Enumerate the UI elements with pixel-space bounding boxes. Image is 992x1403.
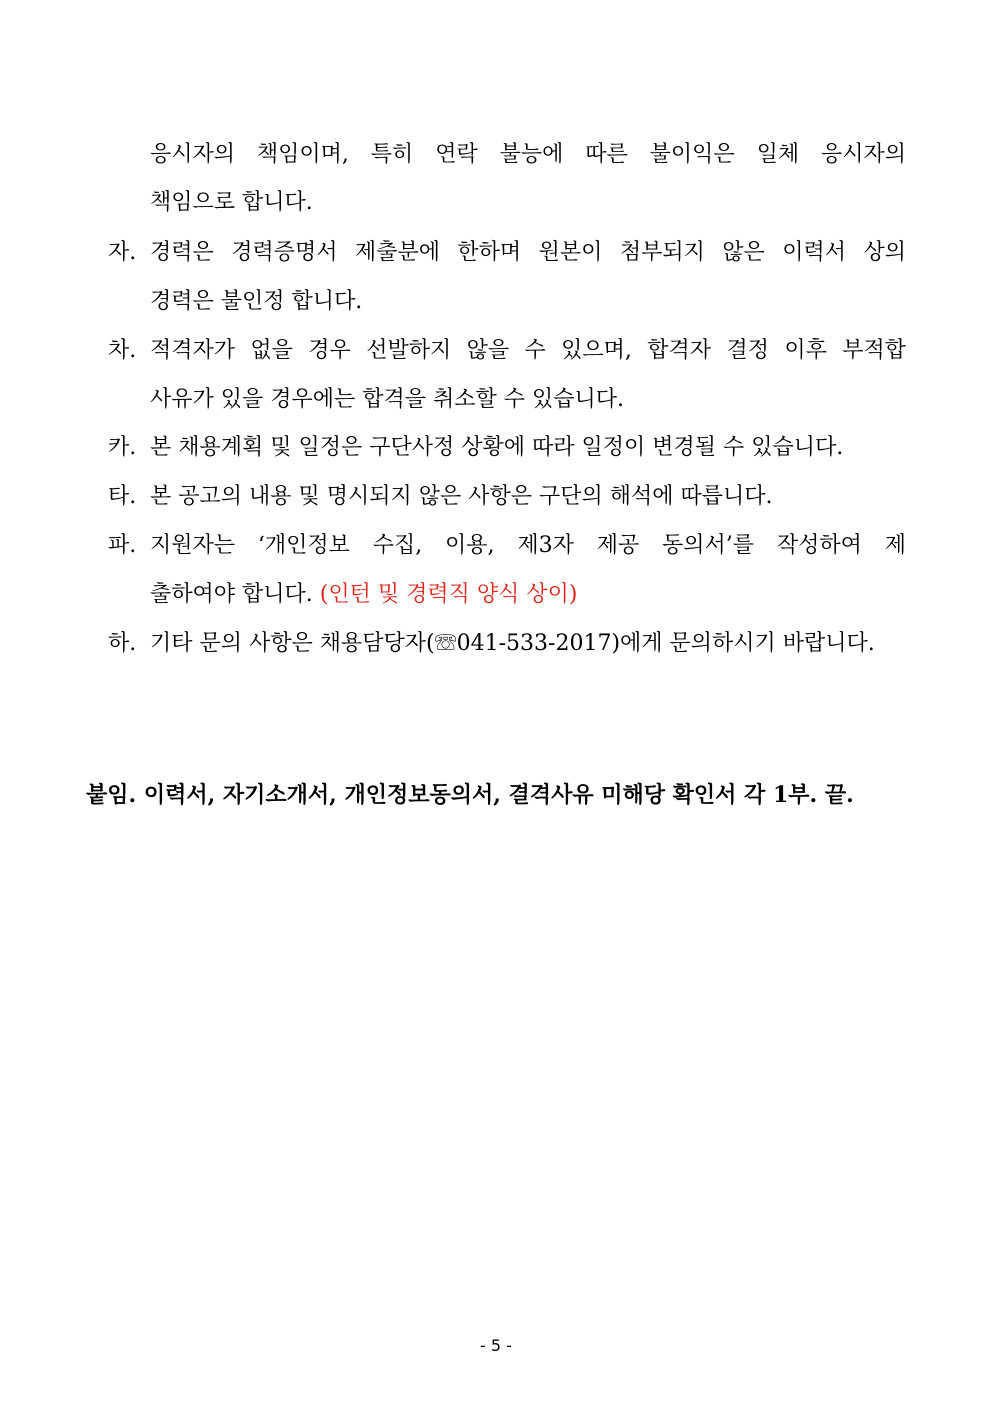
phone-icon: ☏ bbox=[434, 631, 457, 656]
list-marker: 카. bbox=[108, 435, 137, 460]
list-item-ta bbox=[108, 482, 906, 512]
body-text: 본 채용계획 및 일정은 구단사정 상황에 따라 일정이 변경될 수 있습니다. bbox=[150, 435, 844, 460]
paragraph-line bbox=[150, 188, 906, 218]
body-text: 본 공고의 내용 및 명시되지 않은 사항은 구단의 해석에 따릅니다. bbox=[150, 484, 773, 509]
list-marker: 파. bbox=[108, 533, 137, 558]
body-text: 지원자는 ‘개인정보 수집, 이용, 제3자 제공 동의서’를 작성하여 제 bbox=[150, 533, 906, 558]
body-text: 경력은 불인정 합니다. bbox=[150, 289, 363, 314]
list-item-ja bbox=[108, 238, 906, 268]
list-item-ka bbox=[108, 433, 906, 463]
paragraph-line bbox=[150, 287, 906, 317]
list-marker: 하. bbox=[108, 631, 137, 656]
list-marker: 차. bbox=[108, 338, 137, 363]
page-number: - 5 - bbox=[480, 1336, 512, 1355]
list-marker: 타. bbox=[108, 484, 137, 509]
list-item-ha bbox=[108, 629, 906, 659]
body-text: 출하여야 합니다. bbox=[150, 582, 313, 607]
paragraph-line bbox=[150, 580, 906, 610]
list-item-cha bbox=[108, 336, 906, 366]
body-text: )에게 문의하시기 바랍니다. bbox=[611, 631, 875, 656]
body-text: 사유가 있을 경우에는 합격을 취소할 수 있습니다. bbox=[150, 387, 624, 412]
body-text: 기타 문의 사항은 채용담당자( bbox=[150, 631, 435, 656]
attachment-line bbox=[86, 780, 854, 810]
attachment-text: 붙임. 이력서, 자기소개서, 개인정보동의서, 결격사유 미해당 확인서 각 1부. 끝. bbox=[86, 782, 854, 808]
phone-number: 041-533-2017 bbox=[456, 631, 612, 656]
list-item-pa bbox=[108, 531, 906, 561]
body-text: 응시자의 책임이며, 특히 연락 불능에 따른 불이익은 일체 응시자의 bbox=[150, 142, 906, 167]
body-text: 책임으로 합니다. bbox=[150, 190, 313, 215]
paragraph-line bbox=[150, 140, 906, 170]
form-note: (인턴 및 경력직 양식 상이) bbox=[319, 582, 578, 607]
paragraph-line bbox=[150, 385, 906, 415]
list-marker: 자. bbox=[108, 240, 137, 265]
body-text: 경력은 경력증명서 제출분에 한하며 원본이 첨부되지 않은 이력서 상의 bbox=[150, 240, 906, 265]
body-text: 적격자가 없을 경우 선발하지 않을 수 있으며, 합격자 결정 이후 부적합 bbox=[150, 338, 906, 363]
